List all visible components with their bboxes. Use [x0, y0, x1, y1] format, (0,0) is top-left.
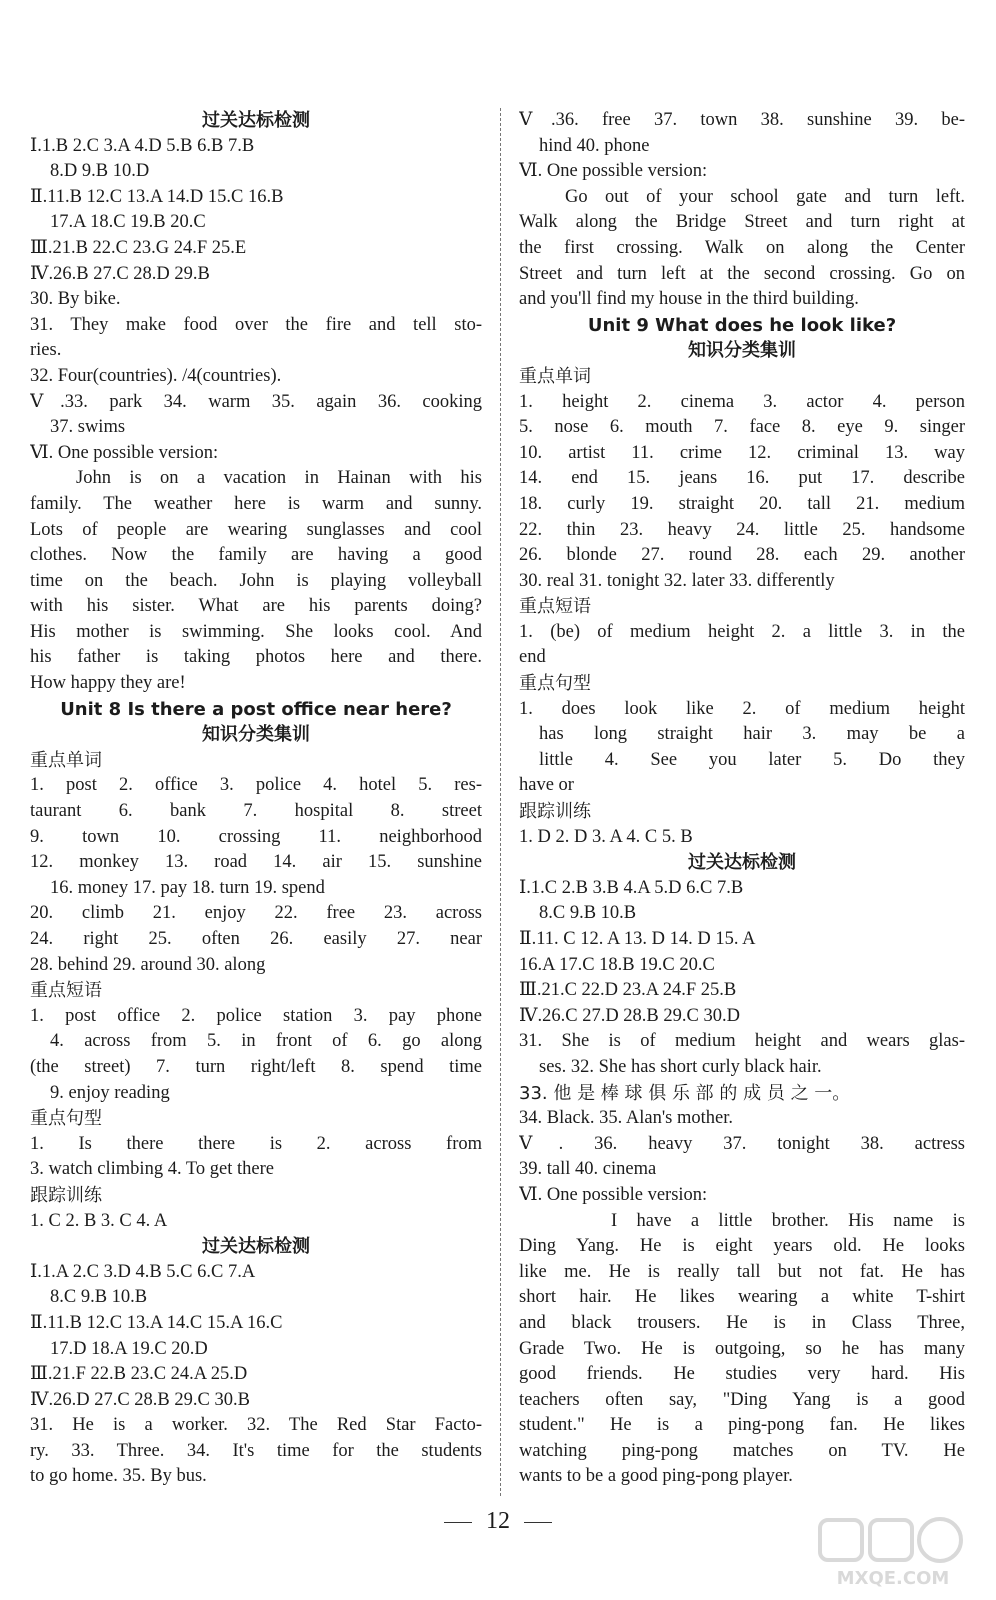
right-line: and black trousers. He is in Class Three, [519, 1312, 965, 1333]
right-line: student." He is a ping-pong fan. He likes [519, 1415, 965, 1436]
left-line: Ⅱ.11.B 12.C 13.A 14.C 15.A 16.C [30, 1312, 283, 1333]
left-line: 37. swims [50, 417, 126, 438]
left-line: Ⅳ.26.D 27.C 28.B 29.C 30.B [30, 1389, 250, 1410]
right-line: short hair. He likes wearing a white T-shirt [519, 1287, 965, 1308]
right-line: Ding Yang. He is eight years old. He looks [519, 1236, 965, 1257]
watermark-text: MXQE.COM [836, 1568, 950, 1589]
right-line: hind 40. phone [539, 135, 650, 156]
right-line: wants to be a good ping-pong player. [519, 1466, 793, 1487]
right-line: I have a little brother. His name is [611, 1210, 965, 1231]
right-line: good friends. He studies very hard. His [519, 1364, 965, 1385]
left-line: 12. monkey 13. road 14. air 15. sunshine [30, 852, 482, 873]
left-line: Ⅵ. One possible version: [30, 442, 219, 463]
right-line: 26. blonde 27. round 28. each 29. another [519, 545, 965, 566]
left-line: time on the beach. John is playing volleyball [30, 570, 482, 591]
left-line: ry. 33. Three. 34. It's time for the students [30, 1440, 482, 1461]
right-line: 34. Black. 35. Alan's mother. [519, 1108, 734, 1129]
right-line: 16.A 17.C 18.B 19.C 20.C [519, 954, 715, 975]
left-line: 重点句型 [30, 1108, 102, 1130]
left-line: His mother is swimming. She looks cool. And [30, 621, 482, 642]
right-line: Unit 9 What does he look like? [587, 314, 897, 336]
right-line: Ⅴ.36. free 37. town 38. sunshine 39. be- [519, 110, 965, 130]
left-line: family. The weather here is warm and sunny. [30, 493, 482, 514]
left-line: How happy they are! [30, 673, 186, 694]
right-line: the first crossing. Walk on along the Center [519, 237, 965, 258]
left-line: 1. C 2. B 3. C 4. A [30, 1210, 168, 1231]
left-line: 31. He is a worker. 32. The Red Star Facto- [30, 1415, 482, 1436]
footer-dash-left [444, 1522, 472, 1523]
left-line: 9. town 10. crossing 11. neighborhood [30, 826, 482, 847]
right-line: 1. height 2. cinema 3. actor 4. person [519, 391, 965, 412]
right-line: 31. She is of medium height and wears glas- [519, 1031, 965, 1052]
right-line: Street and turn left at the second crossing. Go on [519, 263, 965, 284]
right-line: little 4. See you later 5. Do they [539, 749, 965, 770]
right-line: 8.C 9.B 10.B [539, 903, 637, 924]
left-line: 重点短语 [30, 980, 102, 1002]
right-line: Ⅱ.11. C 12. A 13. D 14. D 15. A [519, 929, 756, 949]
right-line: 过关达标检测 [688, 852, 796, 874]
left-line: Unit 8 Is there a post office near here? [60, 698, 452, 720]
right-column [519, 108, 965, 1490]
column-divider [500, 108, 501, 1496]
right-line: Ⅳ.26.C 27.D 28.B 29.C 30.D [519, 1005, 740, 1026]
right-line: end [519, 647, 546, 668]
right-line: 14. end 15. jeans 16. put 17. describe [519, 468, 965, 489]
watermark-logo [818, 1514, 968, 1590]
left-line: Ⅳ.26.B 27.C 28.D 29.B [30, 263, 210, 284]
left-line: 过关达标检测 [202, 110, 310, 131]
left-line: 16. money 17. pay 18. turn 19. spend [50, 877, 325, 898]
right-line: teachers often say, "Ding Yang is a good [519, 1389, 965, 1410]
left-line: Ⅱ.11.B 12.C 13.A 14.D 15.C 16.B [30, 186, 284, 207]
right-line: like me. He is really tall but not fat. He has [519, 1261, 965, 1282]
left-line: 知识分类集训 [202, 724, 310, 746]
right-line: have or [519, 775, 574, 796]
left-line: 过关达标检测 [202, 1236, 310, 1258]
left-line: 31. They make food over the fire and tell sto- [30, 314, 482, 335]
right-line: 33. 他 是 棒 球 俱 乐 部 的 成 员 之 一。 [519, 1082, 851, 1104]
right-line: Go out of your school gate and turn left. [565, 186, 965, 207]
left-line: 4. across from 5. in front of 6. go along [50, 1031, 482, 1052]
right-line: Ⅵ. One possible version: [519, 1184, 708, 1205]
right-line: 重点短语 [519, 596, 591, 618]
left-line: 8.C 9.B 10.B [50, 1287, 148, 1308]
left-line: 17.A 18.C 19.B 20.C [50, 212, 206, 233]
right-line: Ⅵ. One possible version: [519, 161, 708, 182]
left-line: 20. climb 21. enjoy 22. free 23. across [30, 903, 482, 924]
right-line: 10. artist 11. crime 12. criminal 13. way [519, 442, 965, 463]
left-line: 24. right 25. often 26. easily 27. near [30, 929, 482, 949]
right-line: Ⅴ. 36. heavy 37. tonight 38. actress [519, 1133, 965, 1154]
right-line: Walk along the Bridge Street and turn right at [519, 212, 965, 233]
right-line: 5. nose 6. mouth 7. face 8. eye 9. singer [519, 417, 965, 438]
left-line: Ⅲ.21.F 22.B 23.C 24.A 25.D [30, 1364, 248, 1385]
right-line: and you'll find my house in the third building. [519, 289, 859, 310]
left-line: 8.D 9.B 10.D [50, 161, 150, 182]
page-number: 12 [486, 1508, 510, 1534]
left-column [30, 108, 482, 1490]
right-line: Ⅰ.1.C 2.B 3.B 4.A 5.D 6.C 7.B [519, 877, 744, 898]
left-line: (the street) 7. turn right/left 8. spend time [30, 1056, 482, 1077]
left-line: to go home. 35. By bus. [30, 1466, 207, 1487]
left-line: Ⅴ.33. park 34. warm 35. again 36. cooking [30, 391, 482, 412]
left-line: 1. post 2. office 3. police 4. hotel 5. res- [30, 775, 482, 796]
right-line: 1. D 2. D 3. A 4. C 5. B [519, 826, 693, 847]
left-line: 跟踪训练 [30, 1184, 102, 1206]
right-line: 重点句型 [519, 673, 591, 695]
right-line: Grade Two. He is outgoing, so he has many [519, 1338, 965, 1359]
left-line: clothes. Now the family are having a good [30, 545, 482, 566]
footer-dash-right [524, 1522, 552, 1523]
right-line: 30. real 31. tonight 32. later 33. differently [519, 570, 835, 591]
left-line: 28. behind 29. around 30. along [30, 954, 266, 975]
right-line: 39. tall 40. cinema [519, 1159, 657, 1180]
left-line: 17.D 18.A 19.C 20.D [50, 1338, 208, 1359]
left-line: Ⅰ.1.A 2.C 3.D 4.B 5.C 6.C 7.A [30, 1261, 256, 1282]
left-line: 1. Is there there is 2. across from [30, 1133, 482, 1154]
left-line: 32. Four(countries). /4(countries). [30, 365, 282, 386]
left-line: 1. post office 2. police station 3. pay phone [30, 1005, 482, 1026]
left-line: John is on a vacation in Hainan with his [76, 468, 482, 489]
left-line: 3. watch climbing 4. To get there [30, 1159, 274, 1180]
left-line: Lots of people are wearing sunglasses and cool [30, 519, 482, 540]
left-line: taurant 6. bank 7. hospital 8. street [30, 801, 482, 822]
right-line: watching ping-pong matches on TV. He [519, 1440, 965, 1461]
left-line: 9. enjoy reading [50, 1082, 170, 1103]
right-line: 1. does look like 2. of medium height [519, 698, 965, 719]
right-line: 1. (be) of medium height 2. a little 3. in the [519, 621, 965, 642]
right-line: has long straight hair 3. may be a [539, 724, 965, 745]
left-line: his father is taking photos here and there. [30, 647, 482, 668]
left-line: ries. [30, 340, 62, 361]
right-line: 22. thin 23. heavy 24. little 25. handsome [519, 519, 965, 540]
right-line: 跟踪训练 [519, 801, 591, 823]
right-line: 重点单词 [519, 365, 591, 387]
left-line: 30. By bike. [30, 289, 121, 310]
left-line: Ⅲ.21.B 22.C 23.G 24.F 25.E [30, 237, 247, 258]
right-line: Ⅲ.21.C 22.D 23.A 24.F 25.B [519, 980, 737, 1001]
left-line: with his sister. What are his parents doing? [30, 596, 482, 617]
left-line: Ⅰ.1.B 2.C 3.A 4.D 5.B 6.B 7.B [30, 135, 255, 156]
right-line: ses. 32. She has short curly black hair. [539, 1056, 822, 1077]
left-line: 重点单词 [30, 749, 102, 771]
right-line: 知识分类集训 [688, 340, 796, 362]
right-line: 18. curly 19. straight 20. tall 21. medium [519, 493, 965, 514]
